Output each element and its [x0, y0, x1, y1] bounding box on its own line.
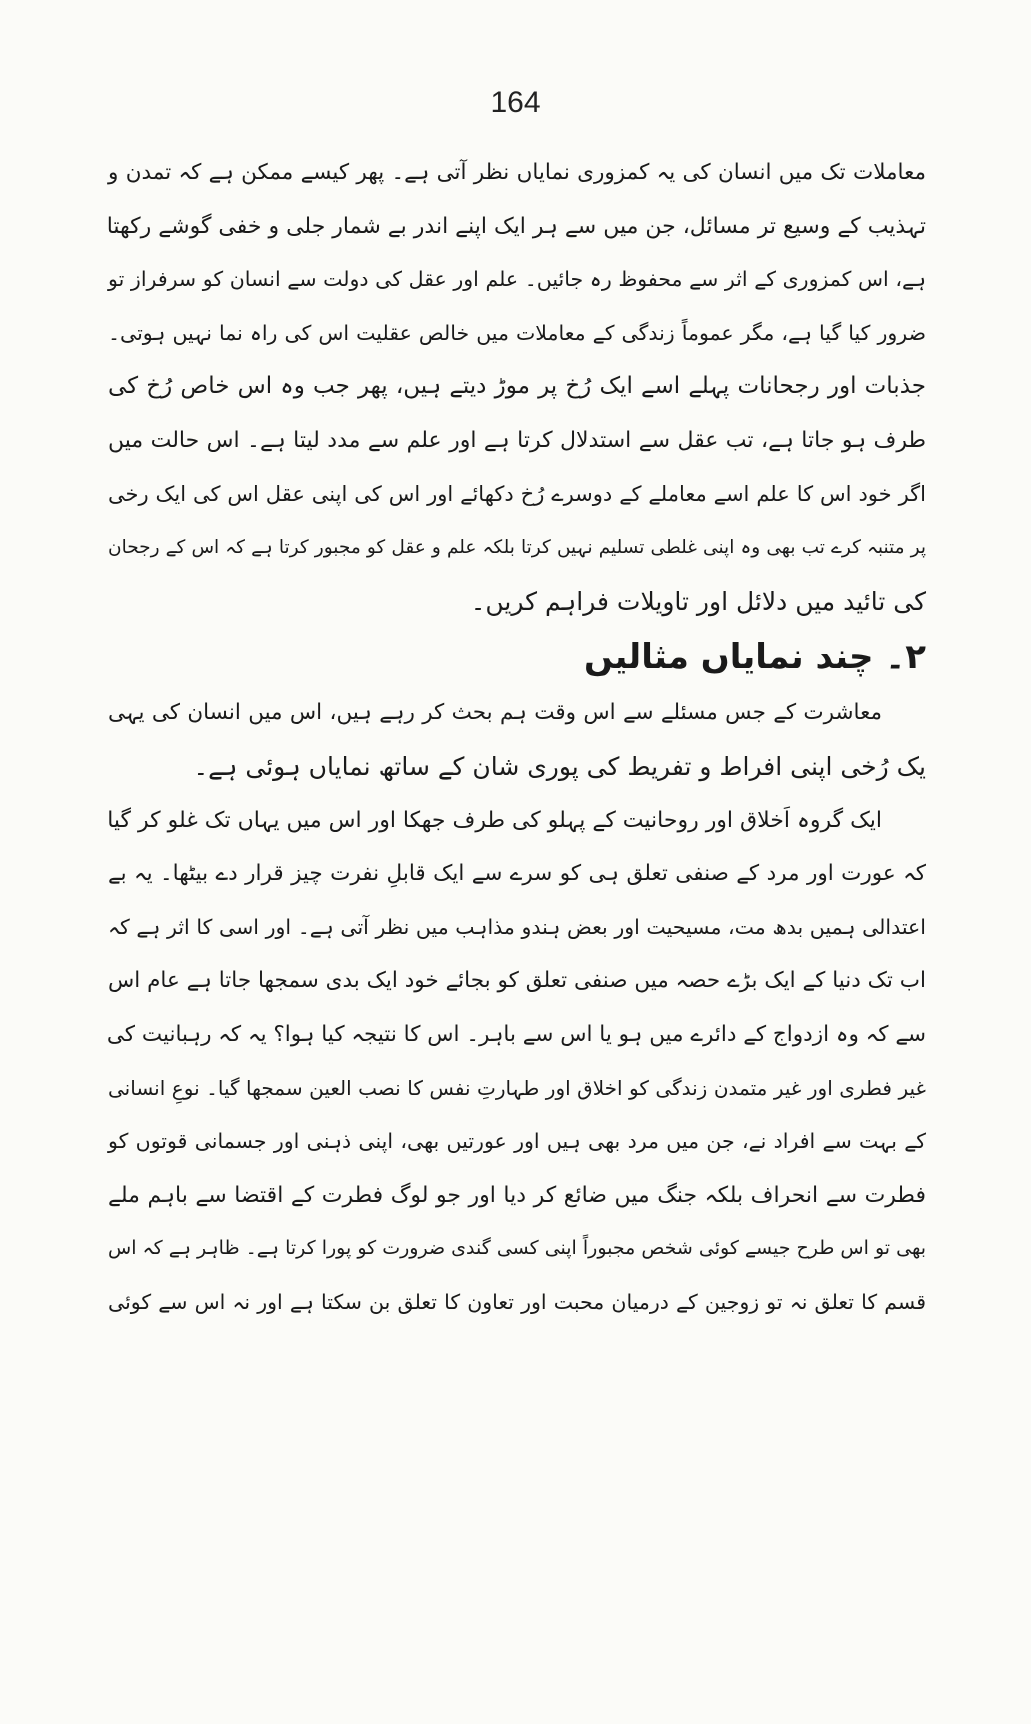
paragraph-1	[108, 146, 926, 628]
text-line: تہذیب کے وسیع تر مسائل، جن میں سے ہر ایک اپنے اندر بے شمار جلی و خفی گوشے رکھتا	[106, 213, 926, 239]
text-line: فطرت سے انحراف بلکہ جنگ میں ضائع کر دیا اور جو لوگ فطرت کے اقتضا سے باہم ملے	[108, 1182, 926, 1208]
text-line: ایک گروہ اَخلاق اور روحانیت کے پہلو کی طرف جھکا اور اس میں یہاں تک غلو کر گیا	[107, 807, 882, 833]
text-line: غیر فطری اور غیر متمدن زندگی کو اخلاق اور طہارتِ نفس کا نصب العین سمجھا گیا۔ نوعِ انسانی	[108, 1075, 926, 1100]
text-line: اب تک دنیا کے ایک بڑے حصہ میں صنفی تعلق کو بجائے خود ایک بدی سمجھا جاتا ہے عام اس	[108, 968, 926, 994]
text-line: کے بہت سے افراد نے، جن میں مرد بھی ہیں اور عورتیں بھی، اپنی ذہنی اور جسمانی قوتوں کو	[108, 1129, 926, 1154]
text-line: جذبات اور رجحانات پہلے اسے ایک رُخ پر موڑ دیتے ہیں، پھر جب وہ اس خاص رُخ کی	[108, 373, 926, 400]
paragraph-2	[108, 686, 926, 793]
paragraph-3	[108, 794, 926, 1330]
text-line: پر متنبہ کرے تب بھی وہ اپنی غلطی تسلیم نہیں کرتا بلکہ علم و عقل کو مجبور کرتا ہے کہ اس کے رجحان	[108, 537, 926, 559]
text-line: اگر خود اس کا علم اسے معاملے کے دوسرے رُخ دکھائے اور اس کی اپنی عقل اس کی ایک رخی	[108, 481, 926, 506]
text-line: سے کہ وہ ازدواج کے دائرے میں ہو یا اس سے باہر۔ اس کا نتیجہ کیا ہوا؟ یہ کہ رہبانیت کی	[106, 1021, 926, 1047]
text-line: طرف ہو جاتا ہے، تب عقل سے استدلال کرتا ہے اور علم سے مدد لیتا ہے۔ اس حالت میں	[108, 427, 926, 453]
page-number: 164	[490, 86, 541, 119]
text-line: بھی تو اس طرح جیسے کوئی شخص مجبوراً اپنی کسی گندی ضرورت کو پورا کرتا ہے۔ ظاہر ہے کہ اس	[108, 1237, 926, 1260]
text-line: معاملات تک میں انسان کی یہ کمزوری نمایاں نظر آتی ہے۔ پھر کیسے ممکن ہے کہ تمدن و	[108, 160, 926, 185]
text-line: ہے، اس کمزوری کے اثر سے محفوظ رہ جائیں۔ علم اور عقل کی دولت سے انسان کو سرفراز تو	[108, 267, 926, 292]
text-line: معاشرت کے جس مسئلے سے اس وقت ہم بحث کر رہے ہیں، اس میں انسان کی یہی	[108, 700, 882, 726]
text-line: یک رُخی اپنی افراط و تفریط کی پوری شان کے ساتھ نمایاں ہوئی ہے۔	[193, 751, 926, 781]
page-body	[108, 146, 926, 1329]
text-line: کی تائید میں دلائل اور تاویلات فراہم کریں۔	[470, 586, 926, 616]
text-line: ضرور کیا گیا ہے، مگر عموماً زندگی کے معاملات میں خالص عقلیت اس کی راہ نما نہیں ہوتی۔	[108, 320, 926, 345]
text-line: کہ عورت اور مرد کے صنفی تعلق ہی کو سرے سے ایک قابلِ نفرت چیز قرار دے بیٹھا۔ یہ بے	[108, 861, 926, 887]
text-line: قسم کا تعلق نہ تو زوجین کے درمیان محبت اور تعاون کا تعلق بن سکتا ہے اور نہ اس سے کوئی	[108, 1289, 926, 1314]
section-heading: ۲۔ چند نمایاں مثالیں	[583, 637, 926, 678]
text-line: اعتدالی ہمیں بدھ مت، مسیحیت اور بعض ہندو مذاہب میں نظر آتی ہے۔ اور اسی کا اثر ہے کہ	[108, 914, 926, 939]
